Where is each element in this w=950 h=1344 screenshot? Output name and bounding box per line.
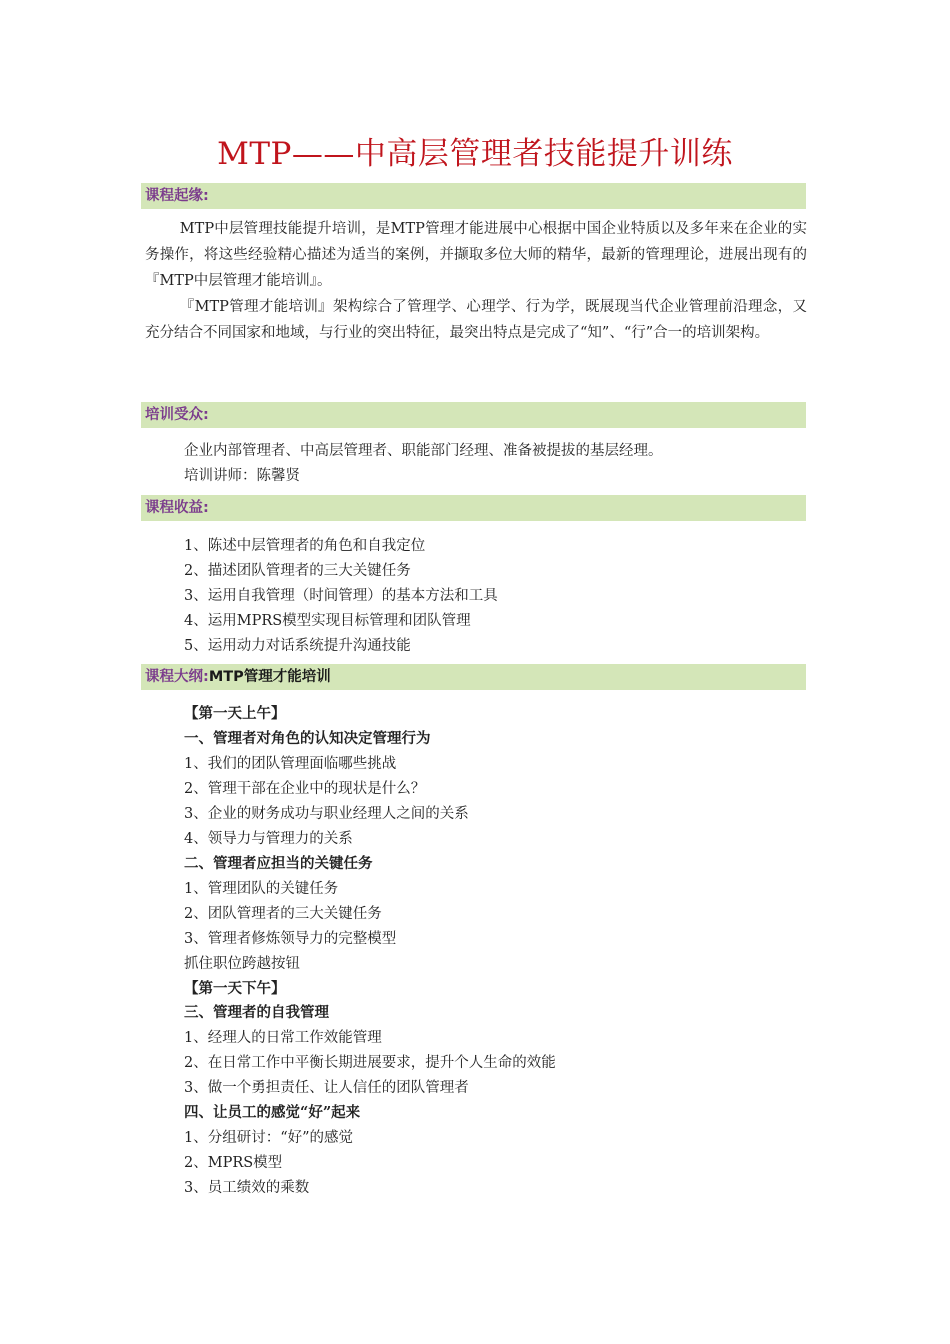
outline-section-title: 二、管理者应担当的关键任务 [184, 855, 373, 872]
outline-item: 3、员工绩效的乘数 [184, 1180, 310, 1196]
outline-item: 3、管理者修炼领导力的完整模型 [184, 931, 397, 947]
outline-item: 3、做一个勇担责任、让人信任的团队管理者 [184, 1080, 469, 1096]
benefit-item: 3、运用自我管理（时间管理）的基本方法和工具 [184, 588, 498, 604]
outline-item: 3、企业的财务成功与职业经理人之间的关系 [184, 806, 469, 822]
outline-section-title: 三、管理者的自我管理 [184, 1004, 329, 1021]
trainer-text: 培训讲师：陈馨贤 [184, 468, 300, 484]
outline-item: 1、经理人的日常工作效能管理 [184, 1030, 382, 1046]
outline-item: 1、管理团队的关键任务 [184, 881, 339, 897]
benefit-item: 4、运用MPRS模型实现目标管理和团队管理 [184, 613, 471, 629]
benefit-item: 2、描述团队管理者的三大关键任务 [184, 563, 411, 579]
benefit-item: 1、陈述中层管理者的角色和自我定位 [184, 538, 426, 554]
outline-item: 2、在日常工作中平衡长期进展要求，提升个人生命的效能 [184, 1055, 556, 1071]
outline-section-title: 一、管理者对角色的认知决定管理行为 [184, 730, 431, 747]
outline-item: 4、领导力与管理力的关系 [184, 831, 353, 847]
section-heading-origin: 课程起缘: [141, 183, 806, 209]
section-heading-benefits: 课程收益: [141, 495, 806, 521]
origin-paragraph-1: MTP中层管理技能提升培训，是MTP管理才能进展中心根据中国企业特质以及多年来在企业的实务操作，将这些经验精心描述为适当的案例，并撷取多位大师的精华，最新的管理理论，进展出现有的『MTP中层管理才能培训』。 [145, 221, 807, 289]
outline-day-label: 【第一天下午】 [184, 980, 286, 997]
outline-section-title: 四、让员工的感觉“好”起来 [184, 1104, 361, 1121]
benefit-item: 5、运用动力对话系统提升沟通技能 [184, 638, 411, 654]
outline-heading-subtitle: MTP管理才能培训 [208, 669, 331, 685]
outline-item: 抓住职位跨越按钮 [184, 956, 300, 972]
outline-day-label: 【第一天上午】 [184, 705, 286, 722]
outline-item: 1、我们的团队管理面临哪些挑战 [184, 756, 397, 772]
section-heading-audience: 培训受众: [141, 402, 806, 428]
outline-item: 2、MPRS模型 [184, 1155, 283, 1171]
outline-item: 2、管理干部在企业中的现状是什么？ [184, 781, 426, 797]
outline-item: 1、分组研讨：“好”的感觉 [184, 1130, 354, 1146]
section-heading-outline [141, 664, 806, 690]
audience-text: 企业内部管理者、中高层管理者、职能部门经理、准备被提拔的基层经理。 [184, 443, 663, 459]
outline-heading-label: 课程大纲: [145, 669, 209, 685]
page-title: MTP——中高层管理者技能提升训练 [217, 136, 733, 172]
outline-item: 2、团队管理者的三大关键任务 [184, 906, 382, 922]
origin-paragraph-2: 『MTP管理才能培训』架构综合了管理学、心理学、行为学，既展现当代企业管理前沿理念，又充分结合不同国家和地域，与行业的突出特征，最突出特点是完成了“知”、“行”合一的培训架构。 [145, 299, 807, 341]
